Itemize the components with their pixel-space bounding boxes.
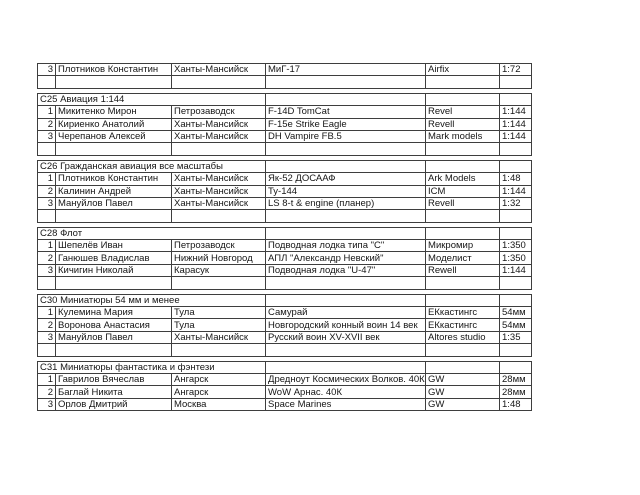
place-cell: 3 [38, 264, 56, 276]
manufacturer-cell: Микромир [426, 240, 500, 252]
name-cell: Гаврилов Вячеслав [56, 373, 172, 385]
empty-cell [500, 277, 532, 289]
empty-cell [172, 210, 266, 222]
model-cell: Подводная лодка "U-47" [266, 264, 426, 276]
city-cell: Ханты-Мансийск [172, 331, 266, 343]
manufacturer-cell: Revell [426, 197, 500, 209]
name-cell: Калинин Андрей [56, 185, 172, 197]
empty-row [38, 344, 532, 356]
place-cell: 1 [38, 307, 56, 319]
model-cell: WoW Арнас. 40К [266, 386, 426, 398]
section-title-cell: С25 Авиация 1:144 [38, 93, 266, 105]
place-cell: 2 [38, 185, 56, 197]
empty-cell [500, 361, 532, 373]
place-cell: 3 [38, 398, 56, 410]
manufacturer-cell: GW [426, 386, 500, 398]
table-row [38, 106, 532, 118]
empty-cell [56, 344, 172, 356]
city-cell: Нижний Новгород [172, 252, 266, 264]
city-cell: Карасук [172, 264, 266, 276]
city-cell: Москва [172, 398, 266, 410]
section-header-row [38, 361, 532, 373]
model-cell: F-15e Strike Eagle [266, 118, 426, 130]
section-table [37, 63, 532, 89]
place-cell: 3 [38, 130, 56, 142]
place-cell: 3 [38, 64, 56, 76]
scale-cell: 28мм [500, 386, 532, 398]
empty-cell [172, 76, 266, 88]
table-row [38, 130, 532, 142]
scale-cell: 1:350 [500, 252, 532, 264]
place-cell: 3 [38, 331, 56, 343]
empty-row [38, 76, 532, 88]
scale-cell: 1:144 [500, 185, 532, 197]
table-row [38, 185, 532, 197]
empty-cell [56, 210, 172, 222]
empty-cell [266, 210, 426, 222]
empty-cell [426, 294, 500, 306]
place-cell: 3 [38, 197, 56, 209]
empty-cell [38, 76, 56, 88]
empty-cell [500, 294, 532, 306]
model-cell: Як-52 ДОСААФ [266, 173, 426, 185]
name-cell: Кириенко Анатолий [56, 118, 172, 130]
place-cell: 1 [38, 373, 56, 385]
manufacturer-cell: Airfix [426, 64, 500, 76]
model-cell: Ту-144 [266, 185, 426, 197]
table-row [38, 197, 532, 209]
city-cell: Ханты-Мансийск [172, 130, 266, 142]
empty-row [38, 277, 532, 289]
name-cell: Кулемина Мария [56, 307, 172, 319]
scale-cell: 1:144 [500, 118, 532, 130]
manufacturer-cell: Revell [426, 118, 500, 130]
empty-cell [56, 76, 172, 88]
city-cell: Ангарск [172, 386, 266, 398]
empty-cell [56, 277, 172, 289]
empty-cell [426, 143, 500, 155]
manufacturer-cell: ЕКкастингс [426, 319, 500, 331]
empty-row [38, 210, 532, 222]
model-cell: Space Marines [266, 398, 426, 410]
place-cell: 1 [38, 240, 56, 252]
manufacturer-cell: ICM [426, 185, 500, 197]
name-cell: Мануйлов Павел [56, 331, 172, 343]
section-title-cell: С30 Миниатюры 54 мм и менее [38, 294, 266, 306]
name-cell: Черепанов Алексей [56, 130, 172, 142]
section-table [37, 294, 532, 357]
empty-cell [172, 143, 266, 155]
table-row [38, 373, 532, 385]
model-cell: F-14D TomCat [266, 106, 426, 118]
empty-cell [266, 277, 426, 289]
city-cell: Ханты-Мансийск [172, 118, 266, 130]
empty-cell [426, 227, 500, 239]
table-row [38, 252, 532, 264]
manufacturer-cell: Моделист [426, 252, 500, 264]
scale-cell: 1:72 [500, 64, 532, 76]
scale-cell: 1:48 [500, 173, 532, 185]
results-document [37, 63, 531, 415]
place-cell: 2 [38, 386, 56, 398]
table-row [38, 307, 532, 319]
empty-cell [266, 344, 426, 356]
empty-cell [266, 294, 426, 306]
empty-cell [266, 227, 426, 239]
empty-cell [500, 227, 532, 239]
name-cell: Кичигин Николай [56, 264, 172, 276]
city-cell: Тула [172, 307, 266, 319]
section-header-row [38, 227, 532, 239]
table-row [38, 398, 532, 410]
section-header-row [38, 93, 532, 105]
empty-cell [172, 277, 266, 289]
empty-cell [38, 143, 56, 155]
model-cell: LS 8-t & engine (планер) [266, 197, 426, 209]
scale-cell: 1:144 [500, 130, 532, 142]
empty-cell [426, 210, 500, 222]
empty-cell [500, 143, 532, 155]
empty-cell [266, 361, 426, 373]
section-title-cell: С28 Флот [38, 227, 266, 239]
manufacturer-cell: Mark models [426, 130, 500, 142]
empty-cell [38, 210, 56, 222]
scale-cell: 1:350 [500, 240, 532, 252]
empty-cell [172, 344, 266, 356]
name-cell: Шепелёв Иван [56, 240, 172, 252]
model-cell: Дредноут Космических Волков. 40К [266, 373, 426, 385]
name-cell: Воронова Анастасия [56, 319, 172, 331]
name-cell: Плотников Константин [56, 173, 172, 185]
city-cell: Петрозаводск [172, 106, 266, 118]
empty-cell [266, 76, 426, 88]
section-title-cell: С26 Гражданская авиация все масштабы [38, 160, 266, 172]
place-cell: 2 [38, 252, 56, 264]
table-row [38, 173, 532, 185]
empty-cell [38, 344, 56, 356]
city-cell: Ханты-Мансийск [172, 173, 266, 185]
place-cell: 1 [38, 173, 56, 185]
manufacturer-cell: Altores studio [426, 331, 500, 343]
city-cell: Ханты-Мансийск [172, 185, 266, 197]
empty-cell [426, 361, 500, 373]
scale-cell: 1:32 [500, 197, 532, 209]
model-cell: Новгородский конный воин 14 век [266, 319, 426, 331]
section-header-row [38, 294, 532, 306]
name-cell: Баглай Никита [56, 386, 172, 398]
scale-cell: 54мм [500, 307, 532, 319]
name-cell: Ганюшев Владислав [56, 252, 172, 264]
empty-cell [266, 160, 426, 172]
name-cell: Микитенко Мирон [56, 106, 172, 118]
city-cell: Ангарск [172, 373, 266, 385]
empty-cell [56, 143, 172, 155]
manufacturer-cell: Ark Models [426, 173, 500, 185]
scale-cell: 1:144 [500, 106, 532, 118]
city-cell: Ханты-Мансийск [172, 64, 266, 76]
model-cell: Подводная лодка типа "С" [266, 240, 426, 252]
model-cell: МиГ-17 [266, 64, 426, 76]
section-table [37, 160, 532, 223]
model-cell: АПЛ "Александр Невский" [266, 252, 426, 264]
empty-cell [500, 344, 532, 356]
scale-cell: 28мм [500, 373, 532, 385]
city-cell: Ханты-Мансийск [172, 197, 266, 209]
empty-cell [426, 76, 500, 88]
section-table [37, 93, 532, 156]
model-cell: DH Vampire FB.5 [266, 130, 426, 142]
section-table [37, 361, 532, 412]
empty-cell [500, 210, 532, 222]
table-row [38, 118, 532, 130]
table-row [38, 264, 532, 276]
manufacturer-cell: GW [426, 398, 500, 410]
place-cell: 2 [38, 118, 56, 130]
name-cell: Орлов Дмитрий [56, 398, 172, 410]
table-row [38, 64, 532, 76]
model-cell: Самурай [266, 307, 426, 319]
city-cell: Петрозаводск [172, 240, 266, 252]
manufacturer-cell: Revel [426, 106, 500, 118]
table-row [38, 240, 532, 252]
table-row [38, 331, 532, 343]
empty-cell [426, 93, 500, 105]
empty-cell [266, 93, 426, 105]
empty-cell [426, 160, 500, 172]
name-cell: Плотников Константин [56, 64, 172, 76]
empty-cell [426, 277, 500, 289]
table-row [38, 386, 532, 398]
scale-cell: 54мм [500, 319, 532, 331]
empty-cell [500, 93, 532, 105]
empty-cell [426, 344, 500, 356]
section-table [37, 227, 532, 290]
section-header-row [38, 160, 532, 172]
manufacturer-cell: GW [426, 373, 500, 385]
empty-cell [500, 160, 532, 172]
manufacturer-cell: Rewell [426, 264, 500, 276]
scale-cell: 1:144 [500, 264, 532, 276]
empty-cell [38, 277, 56, 289]
place-cell: 1 [38, 106, 56, 118]
scale-cell: 1:48 [500, 398, 532, 410]
table-row [38, 319, 532, 331]
name-cell: Мануйлов Павел [56, 197, 172, 209]
city-cell: Тула [172, 319, 266, 331]
section-title-cell: С31 Миниатюры фантастика и фэнтези [38, 361, 266, 373]
empty-cell [500, 76, 532, 88]
empty-row [38, 143, 532, 155]
model-cell: Русский воин XV-XVII век [266, 331, 426, 343]
manufacturer-cell: ЕКкастингс [426, 307, 500, 319]
empty-cell [266, 143, 426, 155]
scale-cell: 1:35 [500, 331, 532, 343]
place-cell: 2 [38, 319, 56, 331]
